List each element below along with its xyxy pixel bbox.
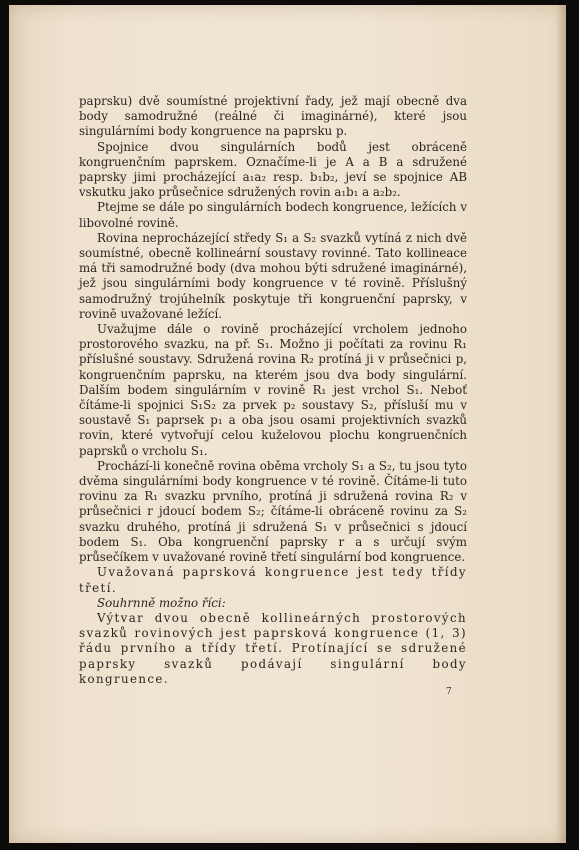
paragraph-6: Prochází-li konečně rovina oběma vrcholy S₁ a S₂, tu jsou tyto dvěma singulárními body kongruence v té rovině. Čítáme-li tuto rovinu za R₁ svazku prvního, protíná ji sdružená rovina R₂ v průsečnici r jdoucí bodem S₂; čítáme-li obráceně rovinu za S₂ svazku druhého, protíná ji sdružená S₁ v průsečnici s jdoucí bodem S₁. Oba kongruenční paprsky r a s určují svým průsečíkem v uvažované rovině třetí singulární bod kongruence. — [79, 458, 467, 565]
paragraph-8-summary-intro: Souhrnně možno říci: — [97, 595, 226, 610]
book-page — [9, 5, 566, 843]
paragraph-1: paprsku) dvě soumístné projektivní řady, jež mají obecně dva body samodružné (reálné či imaginárné), které jsou singulárními body kongruence na paprsku p. — [79, 94, 467, 139]
page-edge-shadow — [556, 5, 566, 843]
paragraph-3: Ptejme se dále po singulárních bodech kongruence, ležících v libovolné rovině. — [79, 200, 467, 230]
paragraph-9-theorem: Výtvar dvou obecně kollineárných prostorových svazků rovinových jest paprsková kongruence (1, 3) řádu prvního a třídy třetí. Protínající se sdružené paprsky svazků podávají singulární body kongruence. — [79, 610, 467, 686]
paragraph-5: Uvažujme dále o rovině procházející vrcholem jednoho prostorového svazku, na př. S₁. Možno ji počítati za rovinu R₁ příslušné soustavy. Sdružená rovina R₂ protíná ji v průsečnici p, kongruenčním paprsku, na kterém jsou dva body singulární. Dalším bodem singulárním v rovině R₁ jest vrchol S₁. Neboť čítáme-li spojnici S₁S₂ za prvek p₂ soustavy S₂, přísluší mu v soustavě S₁ paprsek p₁ a oba jsou osami projektivních svazků rovin, které vytvořují celou kuželovou plochu kongruenčních paprsků o vrcholu S₁. — [79, 322, 467, 458]
paragraph-7-conclusion: Uvažovaná paprsková kongruence jest tedy třídy třetí. — [79, 565, 467, 595]
paragraph-4: Rovina neprocházející středy S₁ a S₂ svazků vytíná z nich dvě soumístné, obecně kollineární soustavy rovinné. Tato kollineace má tři samodružné body (dva mohou býti sdružené imaginárné), jež jsou singulárními body kongruence v té rovině. Příslušný samodružný trojúhelník poskytuje tři kongruenční paprsky, v rovině uvažované ležící. — [79, 230, 467, 321]
body-text — [79, 94, 467, 687]
page-number: 7 — [446, 687, 452, 697]
paragraph-2: Spojnice dvou singulárních bodů jest obráceně kongruenčním paprskem. Označíme-li je A a B a sdružené paprsky jimi procházející a₁a₂ resp. b₁b₂, jeví se spojnice AB vskutku jako průsečnice sdružených rovin a₁b₁ a a₂b₂. — [79, 139, 467, 200]
